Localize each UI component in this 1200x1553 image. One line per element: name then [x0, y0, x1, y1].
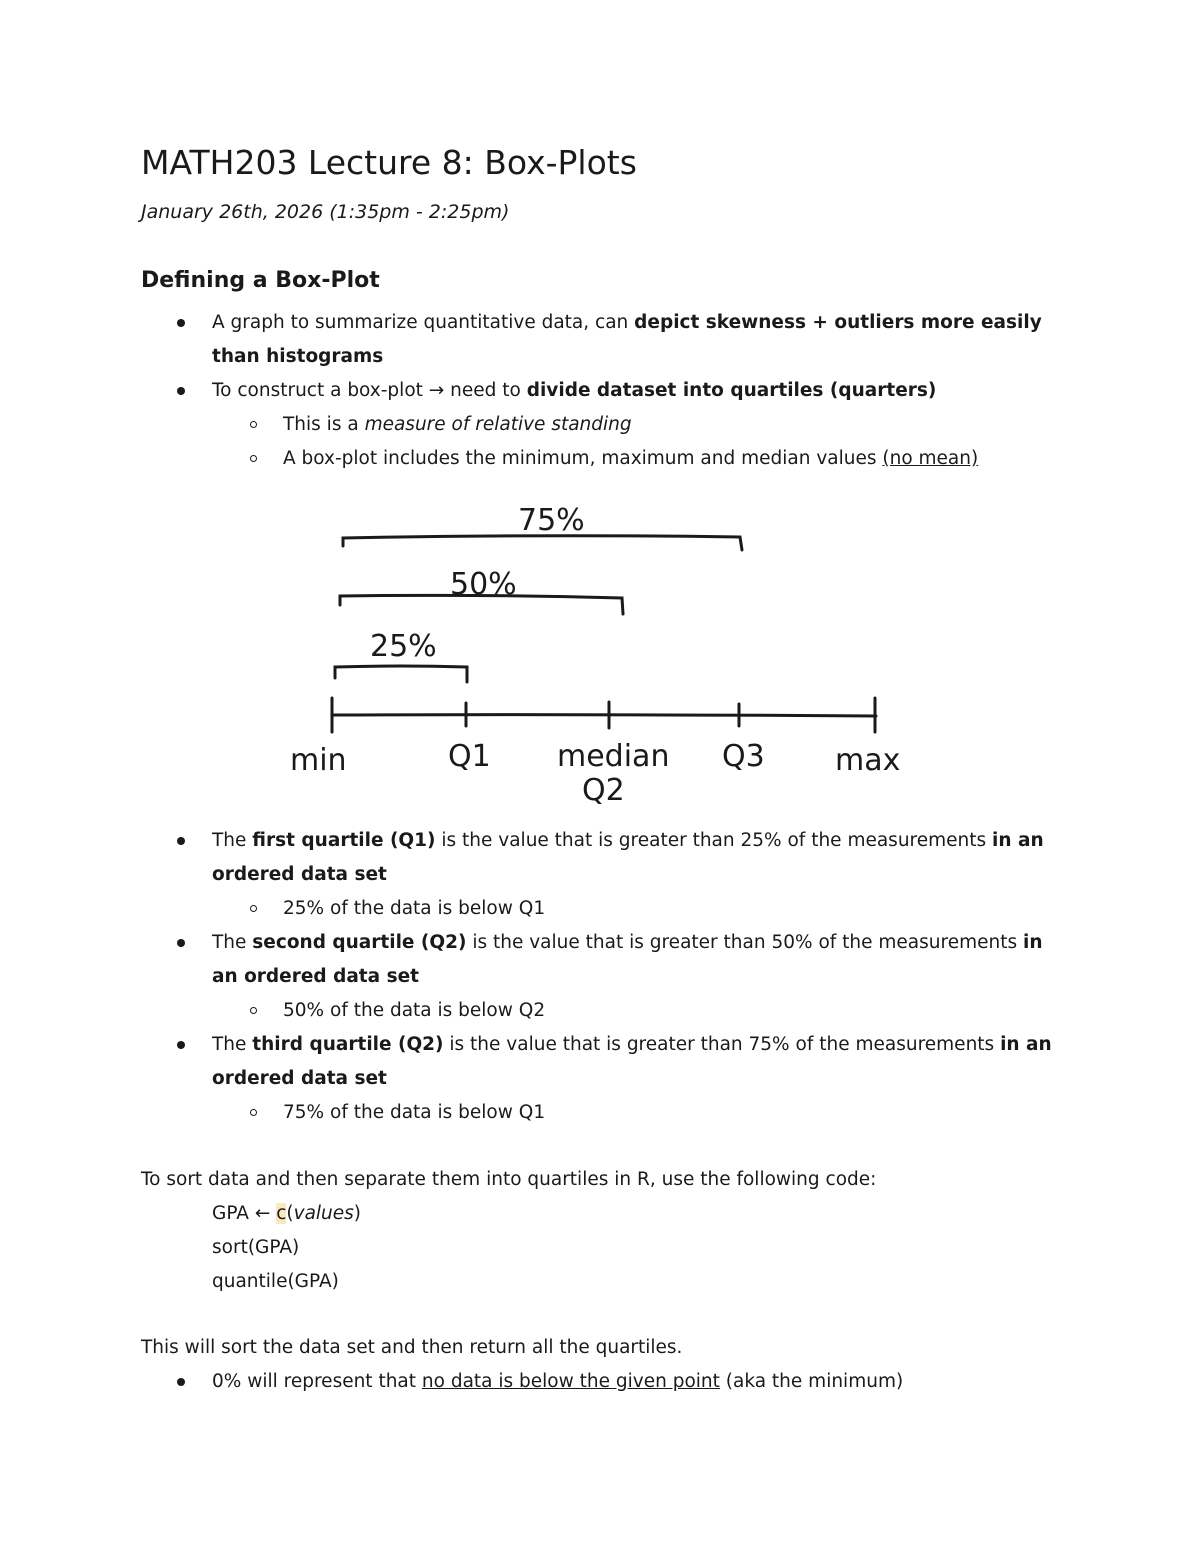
bullet-dot: [177, 1041, 185, 1049]
page-title: MATH203 Lecture 8: Box-Plots: [141, 143, 637, 182]
code-line-1: GPA ← c(values): [212, 1203, 362, 1224]
label-q2: Q2: [582, 773, 625, 808]
sub-bullet-circle: [250, 1109, 257, 1116]
bullet-text-cont: an ordered data set: [212, 966, 419, 987]
highlighted-c: c: [276, 1203, 287, 1224]
label-q1: Q1: [448, 739, 491, 774]
bullet-dot: [177, 387, 185, 395]
bullet-text: A graph to summarize quantitative data, can depict skewness + outliers more easily: [212, 312, 1042, 333]
sub-bullet-circle: [250, 905, 257, 912]
bullet-text-cont: ordered data set: [212, 1068, 387, 1089]
sub-bullet-text: 25% of the data is below Q1: [283, 898, 546, 919]
label-50-percent: 50%: [450, 567, 517, 602]
closing-paragraph: This will sort the data set and then return all the quartiles.: [141, 1337, 683, 1358]
sub-bullet-circle: [250, 1007, 257, 1014]
bullet-dot: [177, 939, 185, 947]
sub-bullet-circle: [250, 455, 257, 462]
bullet-dot: [177, 319, 185, 327]
code-line-3: quantile(GPA): [212, 1271, 339, 1292]
sub-bullet-text: 75% of the data is below Q1: [283, 1102, 546, 1123]
label-q3: Q3: [722, 739, 765, 774]
label-median: median: [557, 739, 670, 774]
sub-bullet-text: This is a measure of relative standing: [283, 414, 632, 435]
label-min: min: [290, 743, 347, 778]
sub-bullet-text: A box-plot includes the minimum, maximum and median values (no mean): [283, 448, 979, 469]
bullet-dot: [177, 1378, 185, 1386]
bullet-text: To construct a box-plot → need to divide dataset into quartiles (quarters): [212, 380, 937, 401]
bracket-25: [335, 666, 467, 682]
bullet-text-cont: than histograms: [212, 346, 384, 367]
bullet-text: The first quartile (Q1) is the value that is greater than 25% of the measurements in an: [212, 830, 1044, 851]
bullet-text-cont: ordered data set: [212, 864, 387, 885]
number-line: [332, 715, 876, 716]
bullet-dot: [177, 837, 185, 845]
quartile-diagram: [280, 490, 920, 810]
lecture-date: January 26th, 2026 (1:35pm - 2:25pm): [141, 201, 510, 223]
sub-bullet-circle: [250, 421, 257, 428]
section-heading: Defining a Box-Plot: [141, 268, 380, 293]
bullet-text: The second quartile (Q2) is the value that is greater than 50% of the measurements in: [212, 932, 1043, 953]
label-25-percent: 25%: [370, 629, 437, 664]
bullet-text: The third quartile (Q2) is the value that is greater than 75% of the measurements in an: [212, 1034, 1052, 1055]
code-line-2: sort(GPA): [212, 1237, 300, 1258]
sub-bullet-text: 50% of the data is below Q2: [283, 1000, 546, 1021]
label-max: max: [835, 743, 901, 778]
bullet-text: 0% will represent that no data is below the given point (aka the minimum): [212, 1371, 904, 1392]
label-75-percent: 75%: [518, 503, 585, 538]
code-intro: To sort data and then separate them into quartiles in R, use the following code:: [141, 1169, 877, 1190]
